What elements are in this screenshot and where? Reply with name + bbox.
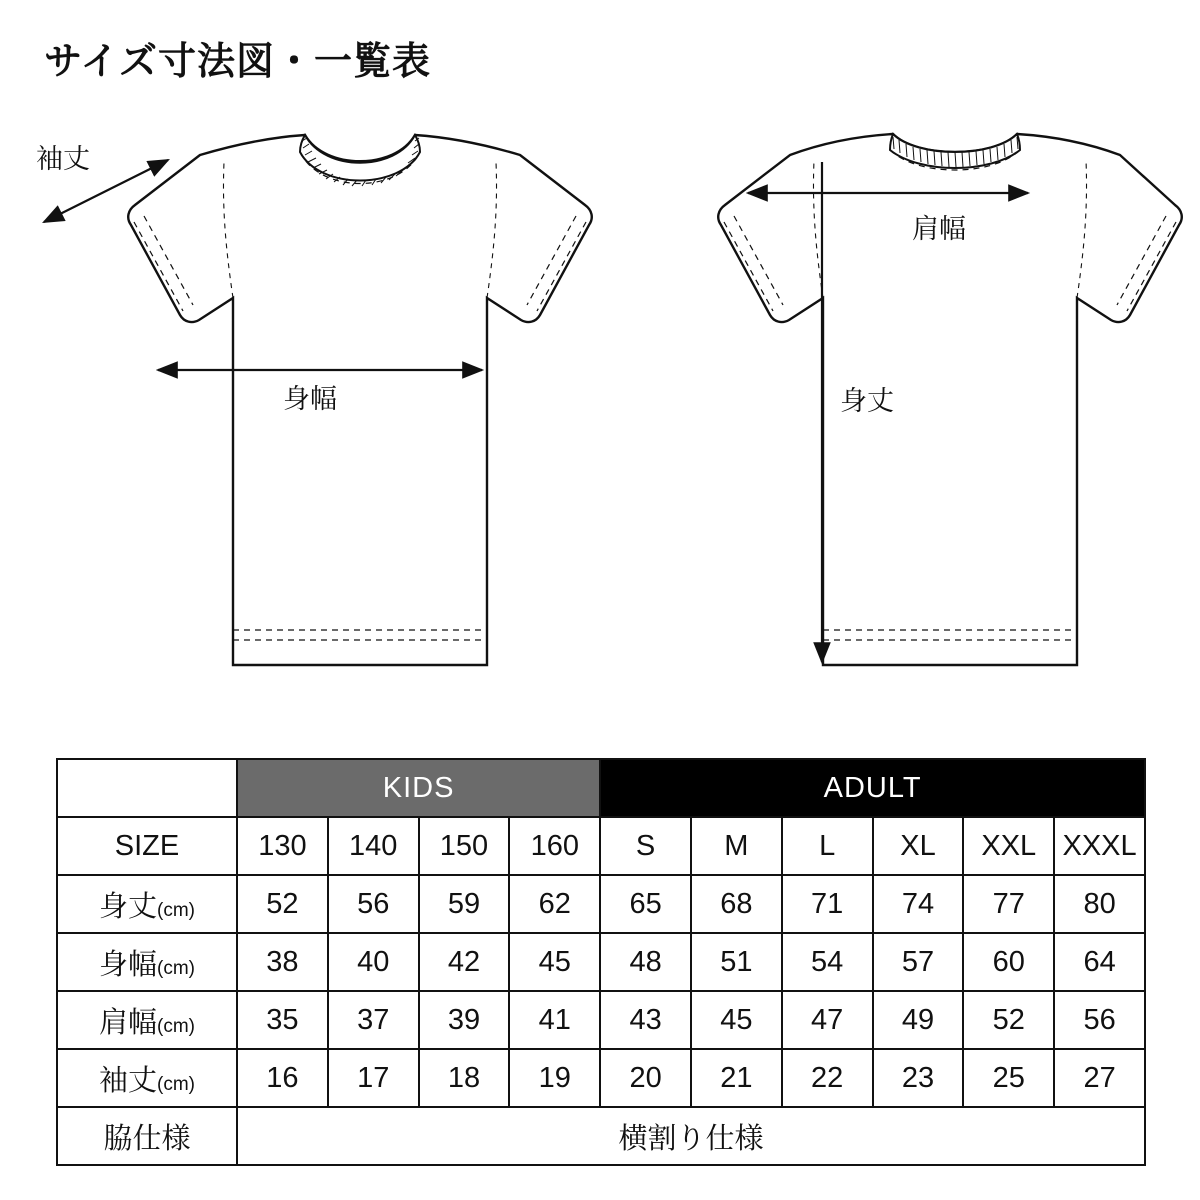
table-row-side-spec	[57, 1107, 1145, 1165]
table-row	[57, 933, 1145, 991]
cell-chest-width-150: 42	[419, 933, 510, 991]
group-header-row	[57, 759, 1145, 817]
row-label-unit: (cm)	[157, 899, 195, 921]
front-body-outline	[128, 135, 592, 665]
cell-shoulder-width-s: 43	[600, 991, 691, 1049]
cell-chest-width-s: 48	[600, 933, 691, 991]
cell-chest-width-l: 54	[782, 933, 873, 991]
size-col-xxxl: XXXL	[1054, 817, 1145, 875]
size-col-140: 140	[328, 817, 419, 875]
cell-shoulder-width-xxxl: 56	[1054, 991, 1145, 1049]
size-header-label: SIZE	[57, 817, 237, 875]
table-row	[57, 875, 1145, 933]
cell-body-length-130: 52	[237, 875, 328, 933]
size-col-s: S	[600, 817, 691, 875]
cell-chest-width-160: 45	[509, 933, 600, 991]
size-col-xxl: XXL	[963, 817, 1054, 875]
sleeve-length-label: 袖丈	[36, 144, 90, 174]
cell-sleeve-length-m: 21	[691, 1049, 782, 1107]
cell-chest-width-140: 40	[328, 933, 419, 991]
cell-body-length-160: 62	[509, 875, 600, 933]
body-length-label: 身丈	[840, 386, 894, 416]
size-header-row	[57, 817, 1145, 875]
group-header-adult: ADULT	[600, 759, 1145, 817]
group-header-kids: KIDS	[237, 759, 600, 817]
size-table	[56, 758, 1146, 1166]
row-label-text: 身幅	[99, 948, 158, 981]
row-label-side-spec: 脇仕様	[57, 1107, 237, 1165]
tshirt-back-view	[718, 134, 1182, 665]
row-label-shoulder-width	[57, 991, 237, 1049]
cell-sleeve-length-150: 18	[419, 1049, 510, 1107]
row-label-unit: (cm)	[157, 1015, 195, 1037]
cell-body-length-xxxl: 80	[1054, 875, 1145, 933]
tshirt-diagram-svg	[0, 110, 1200, 730]
size-table-wrapper	[56, 758, 1146, 1166]
cell-sleeve-length-s: 20	[600, 1049, 691, 1107]
cell-chest-width-xxxl: 64	[1054, 933, 1145, 991]
cell-shoulder-width-xxl: 52	[963, 991, 1054, 1049]
row-label-text: 袖丈	[99, 1064, 158, 1097]
size-col-160: 160	[509, 817, 600, 875]
row-label-text: 肩幅	[99, 1006, 158, 1039]
shoulder-width-label: 肩幅	[912, 214, 966, 244]
row-label-sleeve-length	[57, 1049, 237, 1107]
cell-body-length-140: 56	[328, 875, 419, 933]
size-col-m: M	[691, 817, 782, 875]
cell-sleeve-length-140: 17	[328, 1049, 419, 1107]
table-row	[57, 991, 1145, 1049]
page-title: サイズ寸法図・一覧表	[44, 41, 431, 83]
row-label-unit: (cm)	[157, 1073, 195, 1095]
group-header-corner	[57, 759, 237, 817]
cell-sleeve-length-130: 16	[237, 1049, 328, 1107]
size-col-130: 130	[237, 817, 328, 875]
cell-chest-width-xl: 57	[873, 933, 964, 991]
cell-chest-width-m: 51	[691, 933, 782, 991]
cell-body-length-m: 68	[691, 875, 782, 933]
row-label-body-length	[57, 875, 237, 933]
cell-body-length-xxl: 77	[963, 875, 1054, 933]
size-col-l: L	[782, 817, 873, 875]
cell-shoulder-width-xl: 49	[873, 991, 964, 1049]
tshirt-diagram-area	[0, 110, 1200, 730]
table-row	[57, 1049, 1145, 1107]
cell-chest-width-130: 38	[237, 933, 328, 991]
cell-body-length-xl: 74	[873, 875, 964, 933]
chest-width-label: 身幅	[283, 384, 337, 414]
size-col-150: 150	[419, 817, 510, 875]
size-col-xl: XL	[873, 817, 964, 875]
cell-shoulder-width-m: 45	[691, 991, 782, 1049]
cell-sleeve-length-160: 19	[509, 1049, 600, 1107]
cell-body-length-l: 71	[782, 875, 873, 933]
cell-chest-width-xxl: 60	[963, 933, 1054, 991]
tshirt-front-view	[36, 135, 592, 665]
cell-body-length-s: 65	[600, 875, 691, 933]
cell-shoulder-width-150: 39	[419, 991, 510, 1049]
cell-sleeve-length-l: 22	[782, 1049, 873, 1107]
cell-body-length-150: 59	[419, 875, 510, 933]
row-label-unit: (cm)	[157, 957, 195, 979]
cell-sleeve-length-xxxl: 27	[1054, 1049, 1145, 1107]
cell-shoulder-width-130: 35	[237, 991, 328, 1049]
cell-shoulder-width-140: 37	[328, 991, 419, 1049]
cell-sleeve-length-xl: 23	[873, 1049, 964, 1107]
cell-shoulder-width-l: 47	[782, 991, 873, 1049]
row-label-chest-width	[57, 933, 237, 991]
row-label-text: 身丈	[99, 890, 158, 923]
cell-shoulder-width-160: 41	[509, 991, 600, 1049]
cell-side-spec-value: 横割り仕様	[237, 1107, 1145, 1165]
cell-sleeve-length-xxl: 25	[963, 1049, 1054, 1107]
